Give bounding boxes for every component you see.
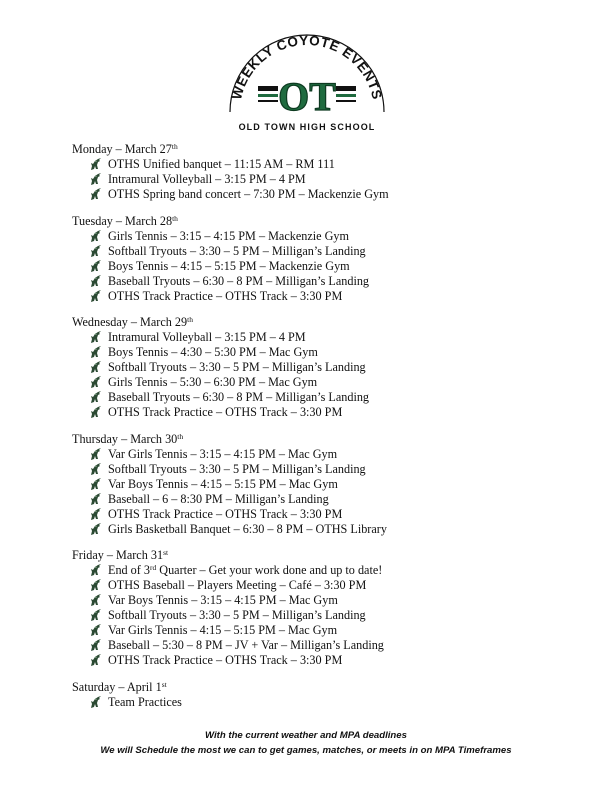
event-text: Baseball – 5:30 – 8 PM – JV + Var – Milligan’s Landing xyxy=(108,638,384,652)
event-item xyxy=(72,623,592,638)
event-text: Quarter – Get your work done and up to date! xyxy=(156,563,383,577)
day-label: Monday – March 27 xyxy=(72,142,172,156)
day-ordinal-suffix: st xyxy=(163,548,169,557)
coyote-bullet-icon xyxy=(89,187,103,201)
event-item xyxy=(72,274,592,289)
event-text: Boys Tennis – 4:30 – 5:30 PM – Mac Gym xyxy=(108,345,318,359)
event-text: Softball Tryouts – 3:30 – 5 PM – Milligan’s Landing xyxy=(108,461,366,476)
event-text: Baseball – 6 – 8:30 PM – Milligan’s Landing xyxy=(108,491,329,506)
event-text: Team Practices xyxy=(108,694,182,709)
event-item xyxy=(72,522,592,537)
event-text: Intramural Volleyball – 3:15 PM – 4 PM xyxy=(108,172,306,186)
event-item xyxy=(72,578,592,593)
day-heading xyxy=(72,432,592,447)
event-text: OTHS Track Practice – OTHS Track – 3:30 PM xyxy=(108,653,343,667)
coyote-bullet-icon xyxy=(89,492,103,506)
event-item xyxy=(72,157,592,172)
day-label: Friday – March 31 xyxy=(72,548,164,562)
day-heading xyxy=(72,214,592,229)
coyote-bullet-icon xyxy=(89,695,103,709)
event-text: Girls Tennis – 5:30 – 6:30 PM – Mac Gym xyxy=(108,375,318,389)
event-text: Var Boys Tennis – 3:15 – 4:15 PM – Mac Gym xyxy=(108,593,338,607)
coyote-bullet-icon xyxy=(89,375,103,389)
coyote-bullet-icon xyxy=(89,477,103,491)
coyote-bullet-icon xyxy=(89,289,103,303)
coyote-bullet-icon xyxy=(89,623,103,637)
event-text: Girls Tennis – 3:15 – 4:15 PM – Mackenzie Gym xyxy=(108,228,349,243)
event-text: Boys Tennis – 4:15 – 5:15 PM – Mackenzie Gym xyxy=(108,258,350,273)
event-list xyxy=(72,447,592,537)
event-text-prefix: End of 3 xyxy=(108,563,150,577)
event-list xyxy=(72,330,592,420)
event-item xyxy=(72,360,592,375)
event-item xyxy=(72,259,592,274)
coyote-bullet-icon xyxy=(89,462,103,476)
event-item xyxy=(72,462,592,477)
event-list xyxy=(72,229,592,304)
day-block xyxy=(72,680,592,710)
event-text: OTHS Track Practice – OTHS Track – 3:30 PM xyxy=(108,405,343,419)
coyote-bullet-icon xyxy=(89,229,103,243)
day-heading xyxy=(72,315,592,330)
day-ordinal-suffix: th xyxy=(172,213,178,223)
event-list xyxy=(72,563,592,668)
event-item xyxy=(72,405,592,420)
event-text: Girls Basketball Banquet – 6:30 – 8 PM – OTHS Library xyxy=(108,521,387,536)
event-item xyxy=(72,695,592,710)
day-ordinal-suffix: th xyxy=(187,315,193,324)
svg-text:OT: OT xyxy=(278,74,336,119)
footer-note xyxy=(0,728,612,758)
coyote-bullet-icon xyxy=(89,593,103,607)
weekly-schedule xyxy=(72,142,592,721)
event-text: Softball Tryouts – 3:30 – 5 PM – Milligan’s Landing xyxy=(108,243,366,258)
event-item xyxy=(72,447,592,462)
day-label: Wednesday – March 29 xyxy=(72,315,188,329)
event-text: OTHS Track Practice – OTHS Track – 3:30 PM xyxy=(108,506,343,521)
event-item xyxy=(72,244,592,259)
event-text: Var Girls Tennis – 3:15 – 4:15 PM – Mac Gym xyxy=(108,446,338,461)
event-list xyxy=(72,157,592,202)
event-list xyxy=(72,695,592,710)
event-text: Var Girls Tennis – 4:15 – 5:15 PM – Mac Gym xyxy=(108,623,338,637)
event-item xyxy=(72,229,592,244)
day-ordinal-suffix: th xyxy=(171,142,178,151)
day-block xyxy=(72,548,592,668)
school-name: OLD TOWN HIGH SCHOOL xyxy=(238,122,376,132)
event-text: OTHS Track Practice – OTHS Track – 3:30 PM xyxy=(108,288,343,303)
event-item xyxy=(72,563,592,578)
event-text: OTHS Spring band concert – 7:30 PM – Mackenzie Gym xyxy=(108,187,389,201)
day-block xyxy=(72,214,592,304)
coyote-bullet-icon xyxy=(89,447,103,461)
day-heading xyxy=(72,680,592,695)
logo-arc-text: WEEKLY COYOTE EVENTS xyxy=(229,32,385,102)
event-text: OTHS Baseball – Players Meeting – Café – 3:30 PM xyxy=(108,578,367,592)
day-label: Tuesday – March 28 xyxy=(72,213,173,228)
weekly-coyote-events-logo xyxy=(222,30,392,140)
ot-monogram xyxy=(278,72,336,119)
event-item xyxy=(72,289,592,304)
event-item xyxy=(72,345,592,360)
coyote-bullet-icon xyxy=(89,330,103,344)
event-item xyxy=(72,187,592,202)
event-item xyxy=(72,653,592,668)
event-text: Intramural Volleyball – 3:15 PM – 4 PM xyxy=(108,330,306,344)
coyote-bullet-icon xyxy=(89,522,103,536)
coyote-bullet-icon xyxy=(89,507,103,521)
coyote-bullet-icon xyxy=(89,578,103,592)
day-ordinal-suffix: st xyxy=(161,679,167,689)
day-ordinal-suffix: th xyxy=(177,431,184,441)
event-text: Baseball Tryouts – 6:30 – 8 PM – Milligan’s Landing xyxy=(108,390,370,404)
coyote-bullet-icon xyxy=(89,244,103,258)
event-text: Softball Tryouts – 3:30 – 5 PM – Milligan’s Landing xyxy=(108,360,366,374)
event-item xyxy=(72,593,592,608)
day-label: Thursday – March 30 xyxy=(72,431,178,446)
coyote-bullet-icon xyxy=(89,653,103,667)
day-block xyxy=(72,142,592,202)
event-item xyxy=(72,375,592,390)
event-text: OTHS Unified banquet – 11:15 AM – RM 111 xyxy=(108,157,335,171)
event-text: Softball Tryouts – 3:30 – 5 PM – Milligan’s Landing xyxy=(108,608,366,622)
coyote-bullet-icon xyxy=(89,405,103,419)
coyote-bullet-icon xyxy=(89,345,103,359)
event-item xyxy=(72,608,592,623)
event-ordinal-suffix: rd xyxy=(149,563,157,572)
day-heading xyxy=(72,142,592,157)
coyote-bullet-icon xyxy=(89,390,103,404)
coyote-bullet-icon xyxy=(89,608,103,622)
event-item xyxy=(72,507,592,522)
coyote-bullet-icon xyxy=(89,172,103,186)
coyote-bullet-icon xyxy=(89,157,103,171)
coyote-bullet-icon xyxy=(89,259,103,273)
event-item xyxy=(72,330,592,345)
coyote-bullet-icon xyxy=(89,360,103,374)
event-item xyxy=(72,492,592,507)
day-heading xyxy=(72,548,592,563)
coyote-bullet-icon xyxy=(89,274,103,288)
coyote-bullet-icon xyxy=(89,638,103,652)
day-block xyxy=(72,432,592,537)
event-item xyxy=(72,390,592,405)
footer-line-2: We will Schedule the most we can to get games, matches, or meets in on MPA Timeframes xyxy=(100,745,512,756)
event-text: Var Boys Tennis – 4:15 – 5:15 PM – Mac Gym xyxy=(108,476,338,491)
event-item xyxy=(72,172,592,187)
footer-line-1: With the current weather and MPA deadlines xyxy=(205,730,407,741)
day-block xyxy=(72,315,592,420)
event-item xyxy=(72,477,592,492)
coyote-bullet-icon xyxy=(89,563,103,577)
day-label: Saturday – April 1 xyxy=(72,679,162,694)
event-text: Baseball Tryouts – 6:30 – 8 PM – Milligan’s Landing xyxy=(108,273,370,288)
event-item xyxy=(72,638,592,653)
